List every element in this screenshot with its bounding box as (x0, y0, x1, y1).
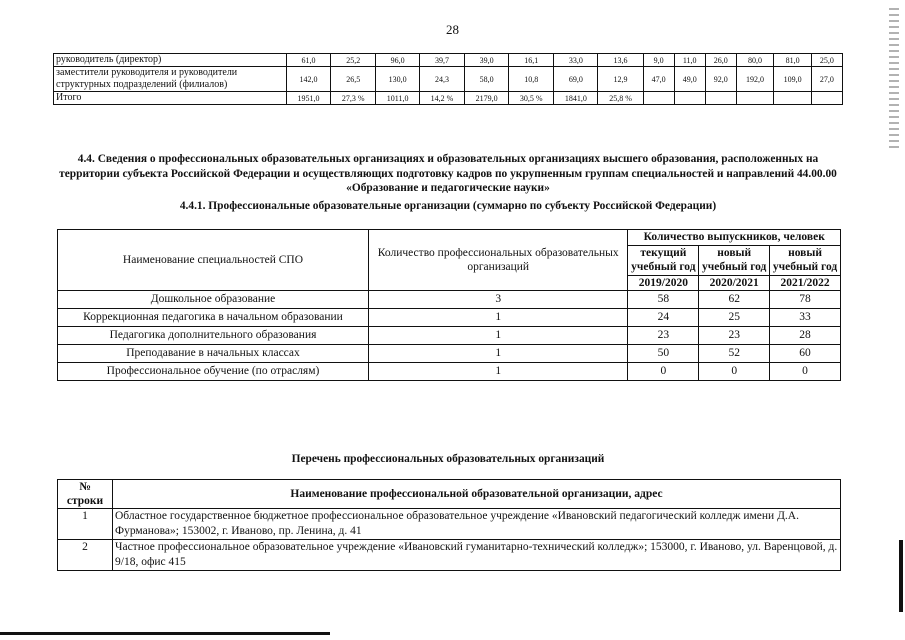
table-cell: 39,7 (419, 54, 464, 67)
row-label: руководитель (директор) (54, 54, 287, 67)
specialty-name: Преподавание в начальных классах (58, 345, 369, 363)
row-number: 2 (58, 540, 113, 571)
table-cell: 58,0 (465, 67, 509, 92)
specialties-table (57, 229, 841, 381)
graduates-2021: 0 (770, 363, 841, 381)
table-row (54, 92, 843, 105)
table-cell: 9,0 (643, 54, 674, 67)
org-description: Областное государственное бюджетное профессиональное образовательное учреждение «Ивановский педагогический колледж имени Д.А. Фурманова»; 153002, г. Иваново, пр. Ленина, д. 41 (113, 509, 841, 540)
row-label: заместители руководителя и руководители структурных подразделений (филиалов) (54, 67, 287, 92)
org-count: 3 (368, 291, 627, 309)
table-cell: 80,0 (736, 54, 774, 67)
graduates-2020: 25 (699, 309, 770, 327)
org-list-table (57, 479, 841, 571)
row-number-header: № строки (58, 480, 113, 509)
table-row (58, 291, 841, 309)
graduates-2020: 0 (699, 363, 770, 381)
table-cell: 1951,0 (287, 92, 331, 105)
table-cell: 130,0 (376, 67, 420, 92)
specialty-name: Коррекционная педагогика в начальном образовании (58, 309, 369, 327)
graduates-2019: 58 (628, 291, 699, 309)
graduates-2020: 52 (699, 345, 770, 363)
org-description: Частное профессиональное образовательное учреждение «Ивановский гуманитарно-технический колледж»; 153000, г. Иваново, ул. Варенцовой, д. 9/18, офис 415 (113, 540, 841, 571)
table-cell: 33,0 (554, 54, 598, 67)
table-cell: 25,8 % (598, 92, 643, 105)
section-4-4-1-heading: 4.4.1. Профессиональные образовательные организации (суммарно по субъекту Российской Федерации) (179, 200, 717, 212)
list-item (58, 509, 841, 540)
table-cell: 24,3 (419, 67, 464, 92)
table-cell: 39,0 (465, 54, 509, 67)
page-number: 28 (446, 22, 459, 37)
graduates-2019: 24 (628, 309, 699, 327)
org-list-heading: Перечень профессиональных образовательных организаций (291, 453, 605, 465)
table-cell: 1011,0 (376, 92, 420, 105)
graduates-2021: 78 (770, 291, 841, 309)
org-count: 1 (368, 345, 627, 363)
graduates-2019: 50 (628, 345, 699, 363)
table-cell: 16,1 (509, 54, 554, 67)
table-cell: 92,0 (705, 67, 736, 92)
table-cell: 47,0 (643, 67, 674, 92)
graduates-2019: 0 (628, 363, 699, 381)
graduates-2020: 23 (699, 327, 770, 345)
row-number: 1 (58, 509, 113, 540)
table-cell: 26,5 (331, 67, 376, 92)
org-count-header: Количество профессиональных образовательных организаций (368, 230, 627, 291)
table-cell: 25,2 (331, 54, 376, 67)
table-row (58, 363, 841, 381)
row-label: Итого (54, 92, 287, 105)
table-cell: 13,6 (598, 54, 643, 67)
year-header: 2019/2020 (628, 275, 699, 291)
section-4-4-heading: 4.4. Сведения о профессиональных образовательных организациях и образовательных организациях высшего образования, расположенных на территории субъекта Российской Федерации и осуществляющих подготовку кадров по укрупненным группам специальностей и направлений 44.00.00 «Образование и педагогические науки» (59, 153, 837, 194)
table-cell (643, 92, 674, 105)
table-row (58, 309, 841, 327)
org-count: 1 (368, 309, 627, 327)
org-count: 1 (368, 363, 627, 381)
table-cell: 192,0 (736, 67, 774, 92)
new-year-header: новый учебный год (699, 245, 770, 275)
table-cell: 61,0 (287, 54, 331, 67)
table-cell: 25,0 (811, 54, 842, 67)
table-cell: 27,3 % (331, 92, 376, 105)
table-cell: 12,9 (598, 67, 643, 92)
table-cell: 81,0 (774, 54, 812, 67)
table-cell: 2179,0 (465, 92, 509, 105)
table-cell: 109,0 (774, 67, 812, 92)
table-cell (674, 92, 705, 105)
table-cell: 69,0 (554, 67, 598, 92)
specialty-name: Профессиональное обучение (по отраслям) (58, 363, 369, 381)
table-row (54, 67, 843, 92)
new-year-header: новый учебный год (770, 245, 841, 275)
table-row (54, 54, 843, 67)
table-row (58, 327, 841, 345)
year-header: 2021/2022 (770, 275, 841, 291)
table-cell: 30,5 % (509, 92, 554, 105)
table-cell (705, 92, 736, 105)
bottom-rule (0, 632, 330, 635)
specialty-header: Наименование специальностей СПО (58, 230, 369, 291)
edge-rule (899, 540, 903, 612)
graduates-2019: 23 (628, 327, 699, 345)
table-cell: 1841,0 (554, 92, 598, 105)
table-cell: 49,0 (674, 67, 705, 92)
scan-artifact (889, 8, 899, 148)
staff-summary-table (53, 53, 843, 105)
list-item (58, 540, 841, 571)
table-cell: 27,0 (811, 67, 842, 92)
org-name-header: Наименование профессиональной образовательной организации, адрес (113, 480, 841, 509)
specialty-name: Педагогика дополнительного образования (58, 327, 369, 345)
table-cell: 14,2 % (419, 92, 464, 105)
graduates-2021: 33 (770, 309, 841, 327)
table-cell (774, 92, 812, 105)
table-cell (736, 92, 774, 105)
table-cell: 96,0 (376, 54, 420, 67)
table-row (58, 345, 841, 363)
table-cell: 142,0 (287, 67, 331, 92)
table-cell (811, 92, 842, 105)
graduates-2021: 60 (770, 345, 841, 363)
org-count: 1 (368, 327, 627, 345)
current-year-header: текущий учебный год (628, 245, 699, 275)
year-header: 2020/2021 (699, 275, 770, 291)
table-cell: 10,8 (509, 67, 554, 92)
graduates-2021: 28 (770, 327, 841, 345)
table-cell: 11,0 (674, 54, 705, 67)
graduates-2020: 62 (699, 291, 770, 309)
graduates-header: Количество выпускников, человек (628, 230, 841, 246)
table-cell: 26,0 (705, 54, 736, 67)
specialty-name: Дошкольное образование (58, 291, 369, 309)
